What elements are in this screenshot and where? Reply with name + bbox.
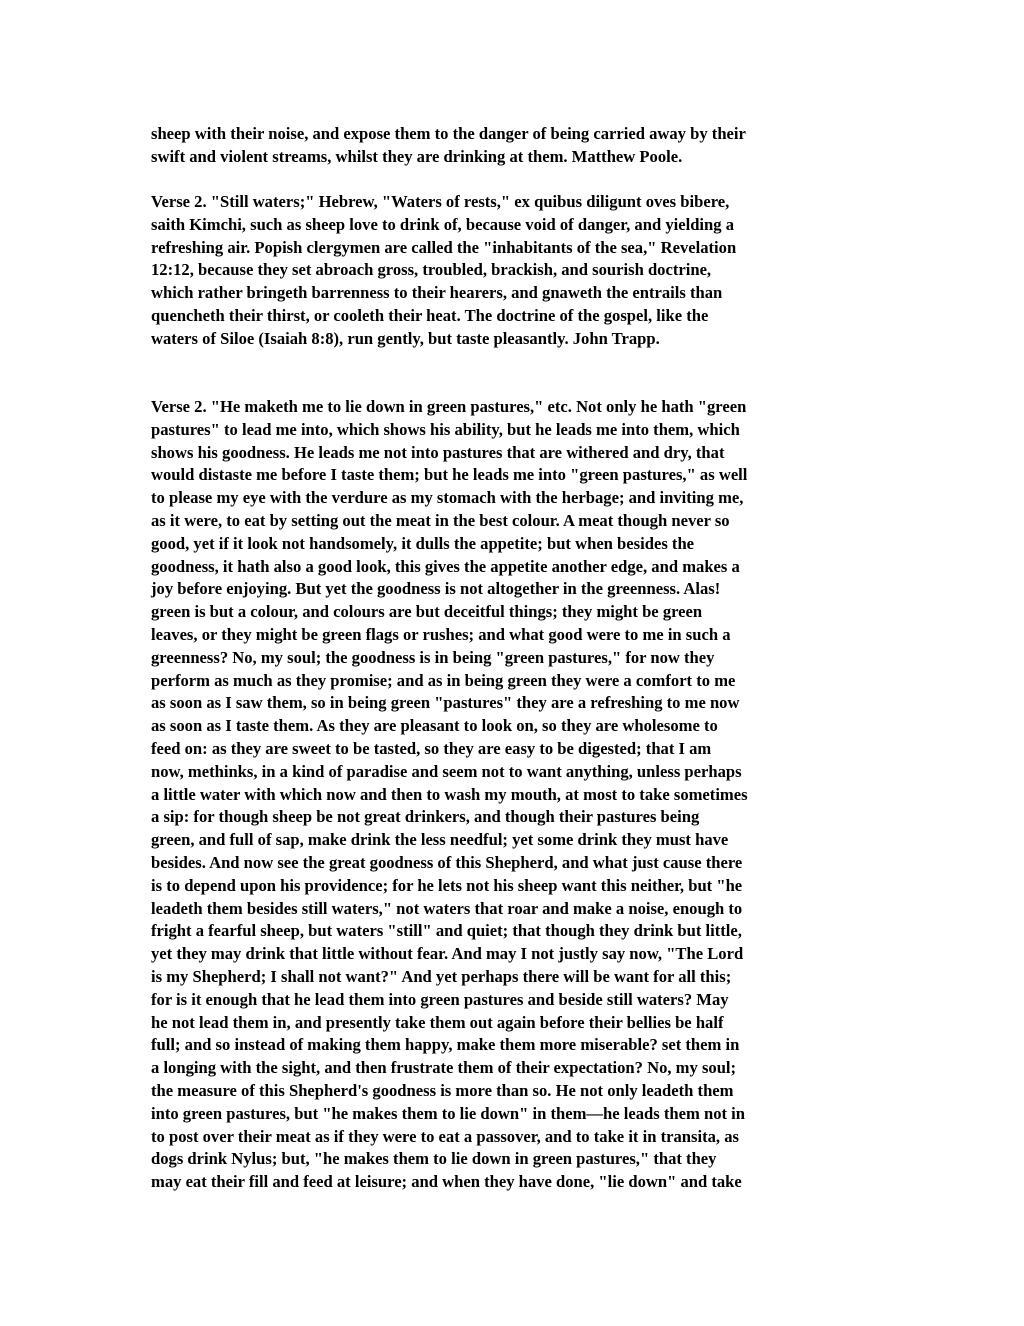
text-line: yet they may drink that little without fear. And may I not justly say now, "The Lord (151, 944, 744, 964)
text-line: leaves, or they might be green flags or rushes; and what good were to me in such a (151, 624, 731, 644)
text-line: now, methinks, in a kind of paradise and seem not to want anything, unless perhaps (151, 761, 742, 781)
text-line: dogs drink Nylus; but, "he makes them to lie down in green pastures," that they (151, 1149, 717, 1169)
text-line: full; and so instead of making them happy, make them more miserable? set them in (151, 1035, 740, 1055)
text-line: he not lead them in, and presently take them out again before their bellies be half (151, 1012, 724, 1032)
text-line: a sip: for though sheep be not great drinkers, and though their pastures being (151, 807, 700, 827)
text-line: as soon as I saw them, so in being green "pastures" they are a refreshing to me now (151, 693, 740, 713)
text-line: feed on: as they are sweet to be tasted, so they are easy to be digested; that I am (151, 738, 712, 758)
text-line: goodness, it hath also a good look, this gives the appetite another edge, and makes a (151, 556, 740, 576)
text-line: pastures" to lead me into, which shows his ability, but he leads me into them, which (151, 419, 740, 439)
text-line: would distaste me before I taste them; but he leads me into "green pastures," as well (151, 465, 748, 485)
text-line: into green pastures, but "he makes them to lie down" in them—he leads them not in (151, 1103, 746, 1123)
text-line: may eat their fill and feed at leisure; and when they have done, "lie down" and take (151, 1172, 742, 1192)
text-line: saith Kimchi, such as sheep love to drink of, because void of danger, and yielding a (151, 214, 735, 234)
text-line: as it were, to eat by setting out the meat in the best colour. A meat though never so (151, 510, 730, 530)
text-line: to post over their meat as if they were to eat a passover, and to take it in transita, as (151, 1126, 739, 1146)
text-line: joy before enjoying. But yet the goodness is not altogether in the greenness. Alas! (151, 579, 721, 599)
text-line: Verse 2. "Still waters;" Hebrew, "Waters of rests," ex quibus diligunt oves bibere, (151, 192, 730, 211)
text-line: besides. And now see the great goodness of this Shepherd, and what just cause there (151, 852, 743, 872)
text-line: quencheth their thirst, or cooleth their heat. The doctrine of the gospel, like the (151, 305, 709, 325)
text-line: a longing with the sight, and then frustrate them of their expectation? No, my soul; (151, 1058, 737, 1078)
text-line: is my Shepherd; I shall not want?" And yet perhaps there will be want for all this; (151, 966, 732, 986)
text-line: fright a fearful sheep, but waters "still" and quiet; that though they drink but little, (151, 921, 742, 941)
text-line: is to depend upon his providence; for he lets not his sheep want this neither, but "he (151, 875, 743, 895)
text-line: perform as much as they promise; and as in being green they were a comfort to me (151, 670, 736, 690)
text-line: good, yet if it look not handsomely, it dulls the appetite; but when besides the (151, 533, 695, 553)
paragraph-trapp-quote (151, 191, 877, 351)
text-line: green, and full of sap, make drink the less needful; yet some drink they must have (151, 830, 729, 850)
text-line: waters of Siloe (Isaiah 8:8), run gently, but taste pleasantly. John Trapp. (151, 328, 660, 348)
text-line: sheep with their noise, and expose them to the danger of being carried away by their (151, 124, 746, 143)
text-line: greenness? No, my soul; the goodness is in being "green pastures," for now they (151, 647, 715, 667)
text-line: swift and violent streams, whilst they are drinking at them. Matthew Poole. (151, 146, 683, 166)
text-line: 12:12, because they set abroach gross, troubled, brackish, and sourish doctrine, (151, 260, 712, 280)
text-line: green is but a colour, and colours are but deceitful things; they might be green (151, 602, 703, 622)
text-line: to please my eye with the verdure as my stomach with the herbage; and inviting me, (151, 488, 744, 508)
text-line: which rather bringeth barrenness to their hearers, and gnaweth the entrails than (151, 283, 723, 303)
text-line: refreshing air. Popish clergymen are called the "inhabitants of the sea," Revelation (151, 237, 737, 257)
paragraph-poole-quote (151, 123, 877, 169)
text-line: as soon as I taste them. As they are pleasant to look on, so they are wholesome to (151, 716, 718, 736)
text-line: the measure of this Shepherd's goodness is more than so. He not only leadeth them (151, 1080, 734, 1100)
paragraph-green-pastures (151, 396, 877, 1194)
text-line: shows his goodness. He leads me not into pastures that are withered and dry, that (151, 442, 725, 462)
text-line: for is it enough that he lead them into green pastures and beside still waters? May (151, 989, 729, 1009)
text-line: leadeth them besides still waters," not waters that roar and make a noise, enough to (151, 898, 743, 918)
text-line: Verse 2. "He maketh me to lie down in green pastures," etc. Not only he hath "green (151, 397, 747, 416)
text-line: a little water with which now and then to wash my mouth, at most to take sometimes (151, 784, 748, 804)
